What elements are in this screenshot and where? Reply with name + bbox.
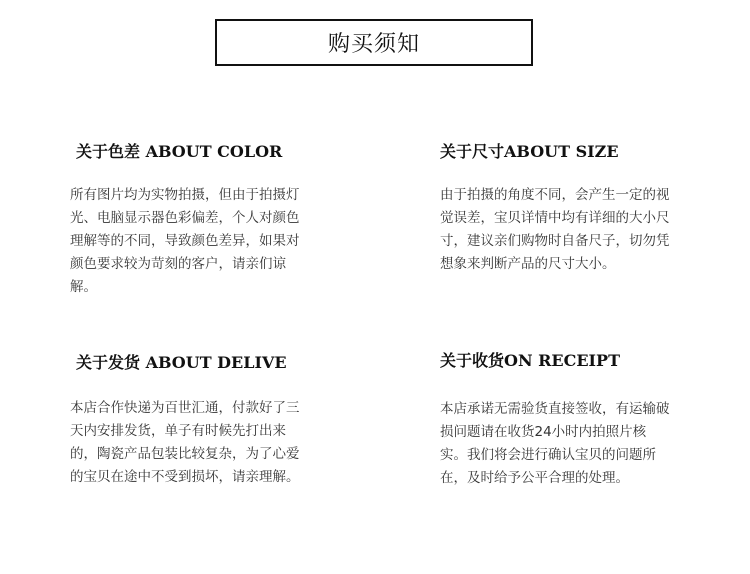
- section-body: 由于拍摄的角度不同，会产生一定的视觉误差，宝贝详情中均有详细的大小尺寸，建议亲们购物时自备尺子，切勿凭想象来判断产品的尺寸大小。: [440, 187, 670, 272]
- section-body: 所有图片均为实物拍摄，但由于拍摄灯光、电脑显示器色彩偏差，个人对颜色理解等的不同，导致颜色差异，如果对颜色要求较为苛刻的客户，请亲们谅解。: [70, 187, 300, 295]
- section-body: 本店承诺无需验货直接签收，有运输破损问题请在收货24小时内拍照片核实。我们将会进行确认宝贝的问题所在，及时给予公平合理的处理。: [440, 401, 670, 486]
- section-title: 关于发货 ABOUT DELIVE: [76, 353, 287, 372]
- section-on-receipt: [440, 348, 676, 502]
- section-title: 关于收货ON RECEIPT: [440, 351, 620, 370]
- section-about-color: [72, 139, 308, 299]
- section-about-size: [440, 139, 676, 276]
- section-body: 本店合作快递为百世汇通，付款好了三天内安排发货，单子有时候先打出来的，陶瓷产品包装比较复杂，为了心爱的宝贝在途中不受到损坏，请亲理解。: [70, 400, 300, 485]
- section-about-delivery: [72, 350, 308, 489]
- section-title: 关于尺寸ABOUT SIZE: [440, 142, 619, 161]
- page-title: 购买须知: [215, 19, 533, 66]
- section-title: 关于色差 ABOUT COLOR: [76, 142, 283, 161]
